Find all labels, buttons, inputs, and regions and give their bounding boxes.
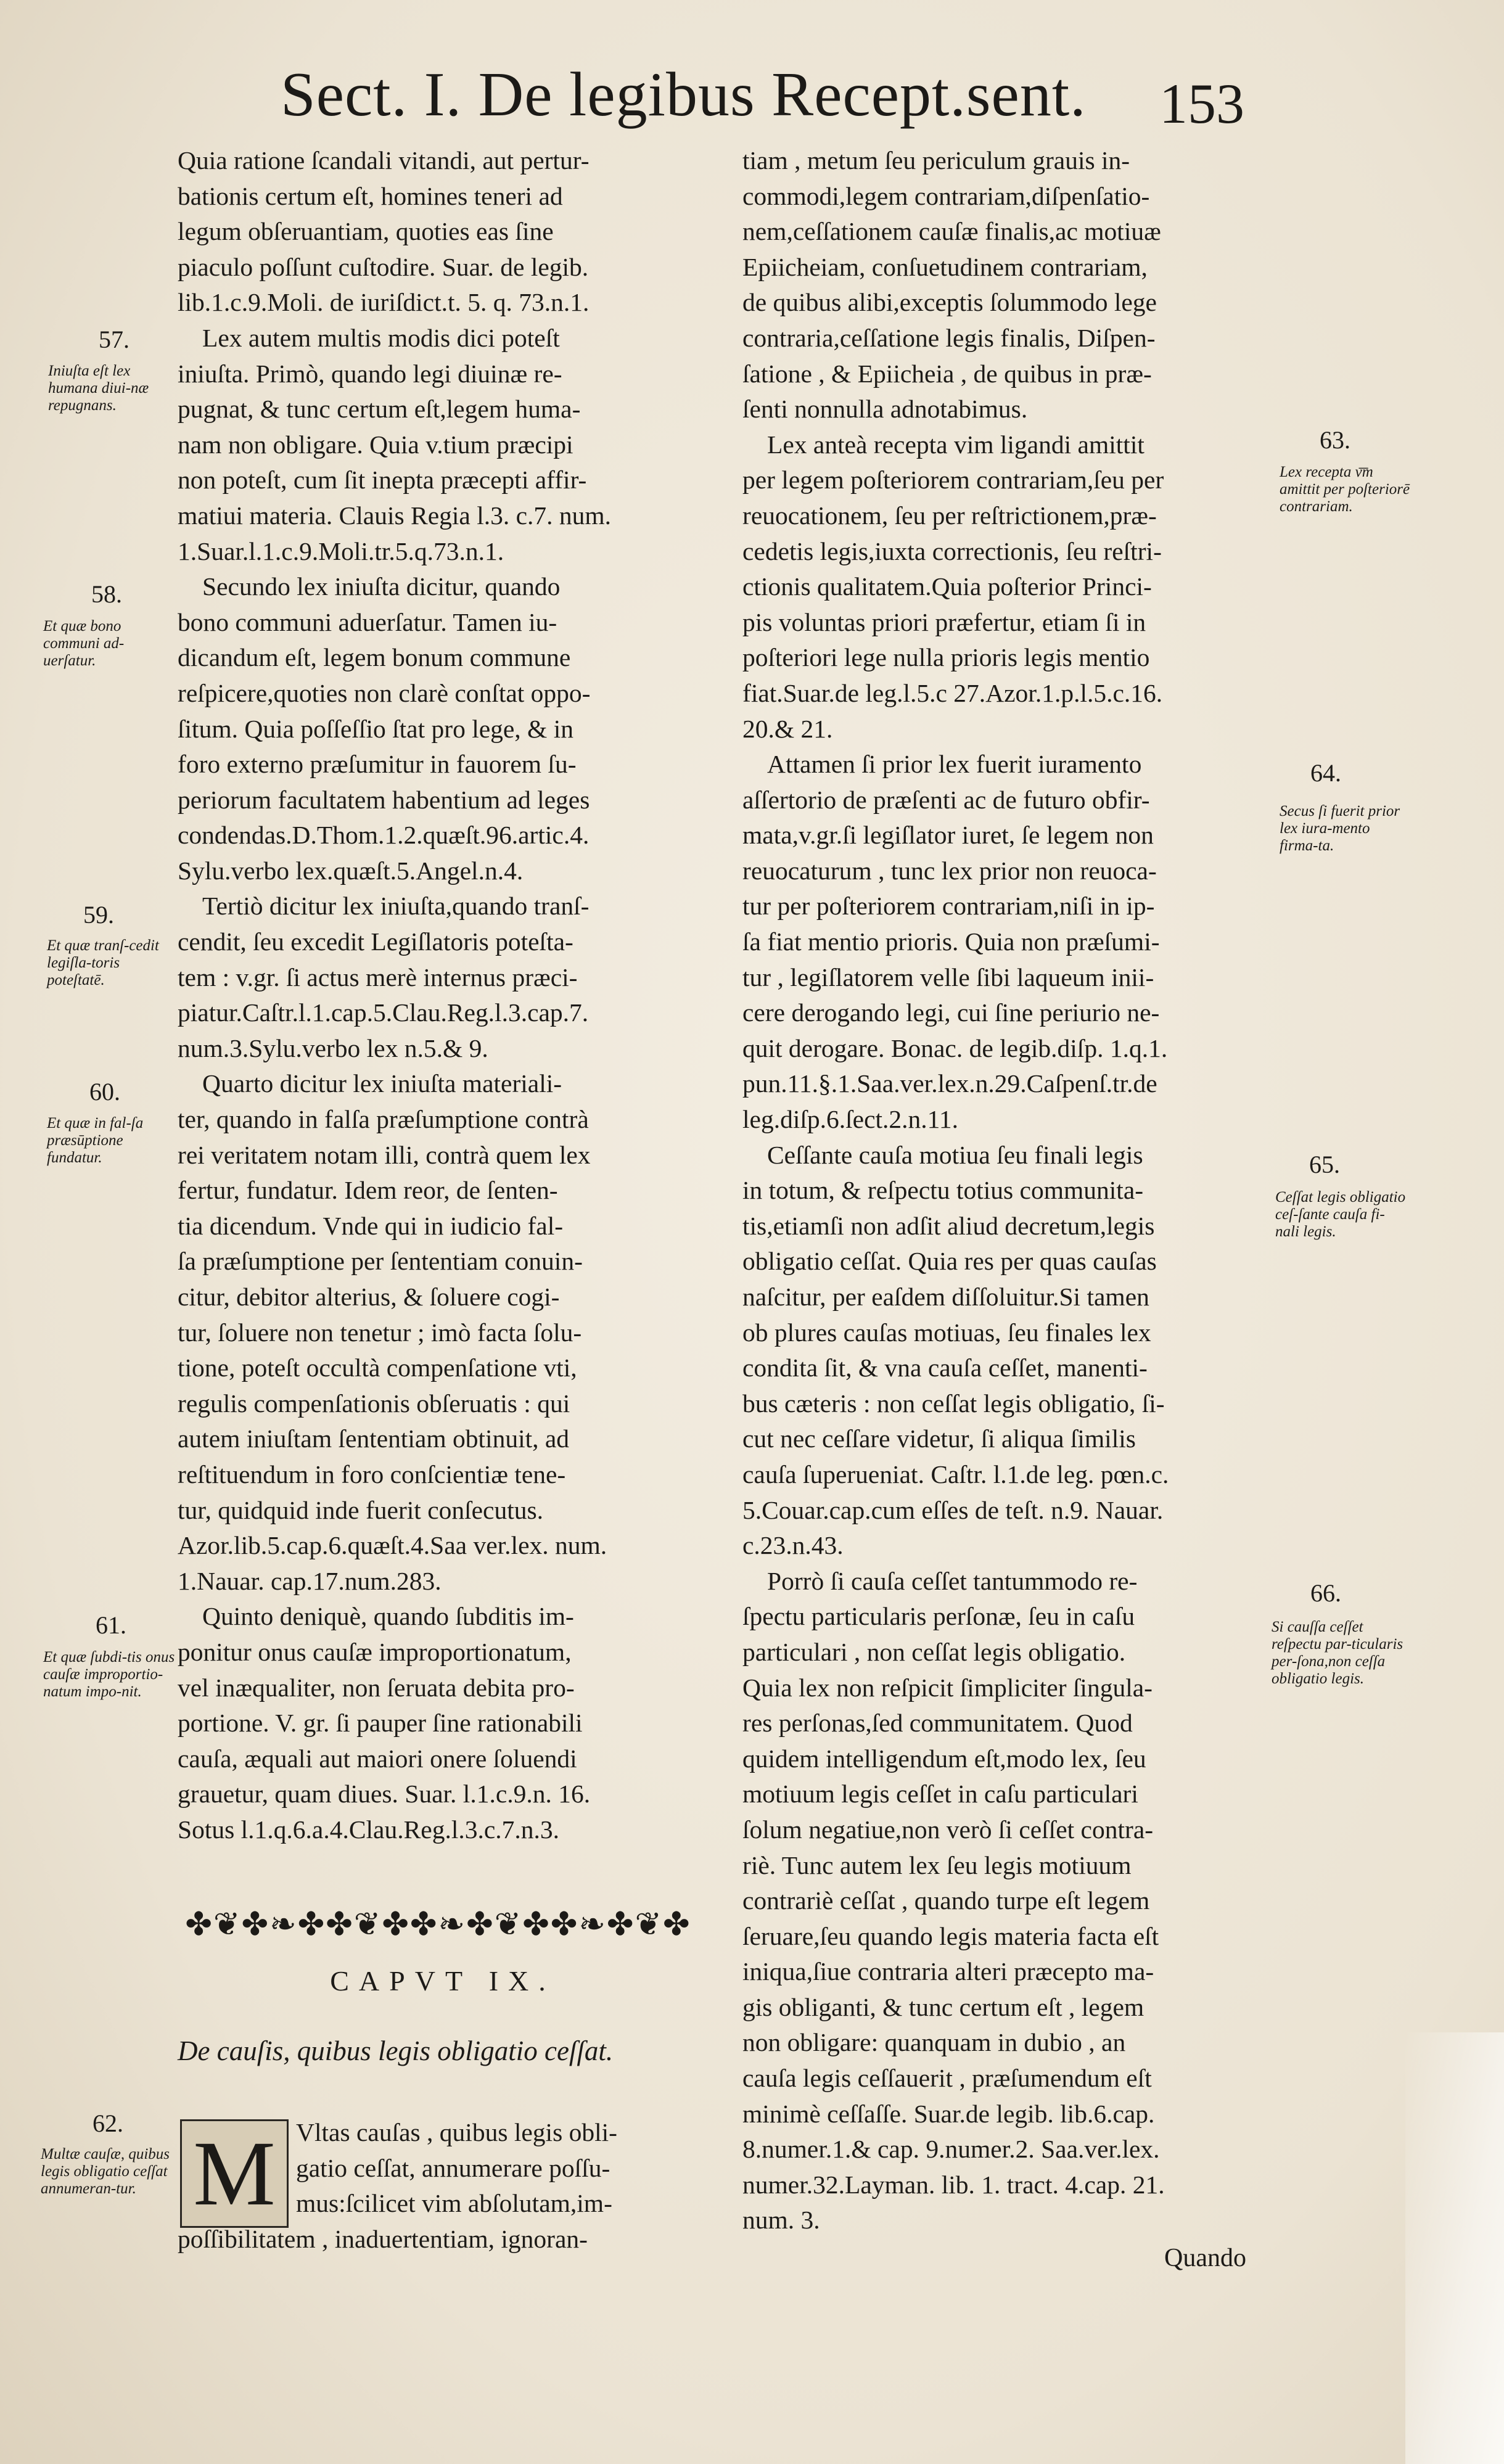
margin-note: Ceſſat legis obligatio ceſ-ſante cauſa fi-nali legis. (1275, 1189, 1406, 1240)
text-line: naſcitur, per eaſdem diſſoluitur.Si tamen (742, 1283, 1149, 1311)
text-line: Vltas cauſas , quibus legis obli- (296, 2118, 617, 2146)
text-line: ſpectu particularis perſonæ, ſeu in caſu (742, 1602, 1135, 1631)
text-line: pun.11.§.1.Saa.ver.lex.n.29.Caſpenſ.tr.de (742, 1069, 1157, 1098)
text-line: cedetis legis,iuxta correctionis, ſeu reſtri- (742, 536, 1162, 565)
text-line: Porrò ſi cauſa ceſſet tantummodo re- (767, 1566, 1138, 1595)
text-line: lib.1.c.9.Moli. de iuriſdict.t. 5. q. 73.n.1. (178, 288, 590, 317)
text-line: tiam , metum ſeu periculum grauis in- (742, 146, 1130, 175)
margin-note: Si cauſſa ceſſet reſpectu par-ticularis per-ſona,non ceſſa obligatio legis. (1272, 1619, 1403, 1687)
dropcap-initial: M (180, 2119, 289, 2228)
text-line: dicandum eſt, legem bonum commune (178, 643, 571, 672)
margin-note: Multæ cauſæ, quibus legis obligatio ceſſat annumeran-tur. (41, 2146, 170, 2197)
text-line: mus:ſcilicet vim abſolutam,im- (296, 2189, 612, 2218)
text-line: c.23.n.43. (742, 1531, 844, 1560)
text-line: reuocationem, ſeu per reſtrictionem,præ- (742, 501, 1157, 530)
text-line: cendit, ſeu excedit Legiſlatoris poteſta- (178, 927, 573, 956)
text-line: vel inæqualiter, non ſeruata debita pro- (178, 1673, 575, 1702)
text-line: ob plures cauſas motiuas, ſeu finales lex (742, 1318, 1151, 1347)
text-line: poſſibilitatem , inaduertentiam, ignoran- (178, 2225, 588, 2253)
text-line: grauetur, quam diues. Suar. l.1.c.9.n. 16. (178, 1780, 591, 1809)
text-line: in totum, & reſpectu totius communita- (742, 1176, 1144, 1205)
text-line: portione. V. gr. ſi pauper ſine rationabili (178, 1709, 583, 1738)
margin-note: Secus ſi fuerit prior lex iura-mento firma-ta. (1280, 803, 1400, 854)
text-line: pis voluntas priori præfertur, etiam ſi in (742, 607, 1146, 636)
text-line: Quia lex non reſpicit ſimpliciter ſingula- (742, 1673, 1153, 1702)
text-line: bationis certum eſt, homines teneri ad (178, 181, 563, 210)
text-line: Lex autem multis modis dici poteſt (202, 323, 560, 352)
text-line: leg.diſp.6.ſect.2.n.11. (742, 1105, 958, 1134)
page-number: 153 (1159, 72, 1244, 135)
paragraph-number: 58. (91, 580, 122, 608)
text-line: tem : v.gr. ſi actus merè internus præci- (178, 963, 578, 992)
text-line: matiui materia. Clauis Regia l.3. c.7. num. (178, 501, 612, 530)
right-column (742, 143, 1273, 2238)
text-line: autem iniuſtam ſententiam obtinuit, ad (178, 1424, 570, 1453)
margin-note: Iniuſta eſt lex humana diui-næ repugnans. (48, 363, 149, 414)
text-line: poſteriori lege nulla prioris legis mentio (742, 643, 1150, 672)
text-line: 1.Nauar. cap.17.num.283. (178, 1566, 442, 1595)
text-line: Lex anteà recepta vim ligandi amittit (767, 430, 1144, 459)
text-line: tur, ſoluere non tenetur ; imò facta ſolu- (178, 1318, 582, 1347)
text-line: gatio ceſſat, annumerare poſſu- (296, 2153, 610, 2182)
text-line: bono communi aduerſatur. Tamen iu- (178, 607, 557, 636)
chapter-heading: CAPVT IX. (330, 1965, 556, 1997)
text-line: aſſertorio de præſenti ac de futuro obfir- (742, 785, 1150, 814)
text-line: nam non obligare. Quia v.tium præcipi (178, 430, 573, 459)
text-line: ter, quando in falſa præſumptione contrà (178, 1105, 589, 1134)
text-line: ſeruare,ſeu quando legis materia facta eſt (742, 1921, 1159, 1950)
text-line: num. 3. (742, 2206, 820, 2235)
margin-note: Et quæ ſubdi-tis onus cauſæ improportio-natum impo-nit. (43, 1649, 175, 1700)
text-line: fertur, fundatur. Idem reor, de ſenten- (178, 1176, 558, 1205)
text-line: nem,ceſſationem cauſæ finalis,ac motiuæ (742, 217, 1161, 246)
text-line: bus cæteris : non ceſſat legis obligatio, ſi- (742, 1389, 1165, 1418)
text-line: reſtituendum in foro conſcientiæ tene- (178, 1460, 566, 1489)
text-line: gis obliganti, & tunc certum eſt , legem (742, 1992, 1144, 2021)
text-line: ſatione , & Epiicheia , de quibus in præ- (742, 359, 1152, 388)
text-line: contrariè ceſſat , quando turpe eſt legem (742, 1886, 1150, 1915)
paragraph-number: 57. (99, 326, 129, 353)
text-line: reuocaturum , tunc lex prior non reuoca- (742, 856, 1157, 885)
text-line: riè. Tunc autem lex ſeu legis motiuum (742, 1850, 1132, 1879)
text-line: tur, quidquid inde fuerit conſecutus. (178, 1495, 544, 1524)
paragraph-number: 62. (92, 2109, 123, 2137)
text-line: obligatio ceſſat. Quia res per quas cauſas (742, 1247, 1157, 1276)
text-line: non poteſt, cum ſit inepta præcepti affir- (178, 466, 587, 495)
text-line: per legem poſteriorem contrariam,ſeu per (742, 466, 1164, 495)
text-line: iniuſta. Primò, quando legi diuinæ re- (178, 359, 562, 388)
paragraph-number: 59. (83, 901, 114, 929)
paragraph-number: 64. (1310, 759, 1341, 787)
text-line: ſa fiat mentio prioris. Quia non præſumi- (742, 927, 1160, 956)
text-line: ctionis qualitatem.Quia poſterior Princi- (742, 572, 1152, 601)
paragraph-number: 61. (96, 1611, 126, 1639)
text-line: cauſa, æquali aut maiori onere ſoluendi (178, 1744, 577, 1773)
text-line: piaculo poſſunt cuſtodire. Suar. de legib. (178, 252, 589, 281)
paragraph-number: 60. (89, 1078, 120, 1106)
text-line: fiat.Suar.de leg.l.5.c 27.Azor.1.p.l.5.c.16. (742, 678, 1163, 707)
text-line: condita ſit, & vna cauſa ceſſet, manenti- (742, 1353, 1148, 1382)
text-line: 20.& 21. (742, 714, 833, 743)
text-line: particulari , non ceſſat legis obligatio. (742, 1637, 1126, 1666)
text-line: legum obſeruantiam, quoties eas ſine (178, 217, 554, 246)
text-line: ſolum negatiue,non verò ſi ceſſet contra- (742, 1815, 1154, 1844)
text-line: mata,v.gr.ſi legiſlator iuret, ſe legem non (742, 821, 1154, 850)
text-line: tur per poſteriorem contrariam,niſi in ip- (742, 892, 1155, 921)
text-line: condendas.D.Thom.1.2.quæſt.96.artic.4. (178, 821, 590, 850)
text-line: Sylu.verbo lex.quæſt.5.Angel.n.4. (178, 856, 524, 885)
text-line: pugnat, & tunc certum eſt,legem huma- (178, 395, 581, 424)
text-line: num.3.Sylu.verbo lex n.5.& 9. (178, 1033, 488, 1062)
text-line: res perſonas,ſed communitatem. Quod (742, 1709, 1133, 1738)
text-line: Tertiò dicitur lex iniuſta,quando tranſ- (202, 892, 590, 921)
text-line: Quia ratione ſcandali vitandi, aut pertur- (178, 146, 590, 175)
text-line: tis,etiamſi non adſit aliud decretum,legis (742, 1211, 1155, 1240)
text-line: cere derogando legi, cui ſine periurio ne- (742, 998, 1160, 1027)
text-line: ponitur onus cauſæ improportionatum, (178, 1637, 572, 1666)
text-line: contraria,ceſſatione legis finalis, Diſpen- (742, 323, 1156, 352)
ornament-border: ✤❦✤❧✤✤❦✤✤❧✤❦✤✤❧✤❦✤ (185, 1906, 691, 1943)
text-line: Ceſſante cauſa motiua ſeu finali legis (767, 1140, 1143, 1169)
text-line: 5.Couar.cap.cum eſſes de teſt. n.9. Nauar. (742, 1495, 1164, 1524)
text-line: tione, poteſt occultà compenſatione vti, (178, 1353, 577, 1382)
text-line: ſa præſumptione per ſententiam conuin- (178, 1247, 583, 1276)
text-line: tur , legiſlatorem velle ſibi laqueum inii- (742, 963, 1154, 992)
chapter-subtitle: De cauſis, quibus legis obligatio ceſſat. (178, 2035, 614, 2066)
text-line: Quarto dicitur lex iniuſta materiali- (202, 1069, 562, 1098)
text-line: cauſa ſuperueniat. Caſtr. l.1.de leg. pœn.c. (742, 1460, 1169, 1489)
text-line: Attamen ſi prior lex fuerit iuramento (767, 750, 1142, 779)
text-line: rei veritatem notam illi, contrà quem lex (178, 1140, 591, 1169)
text-line: Epiicheiam, conſuetudinem contrariam, (742, 252, 1148, 281)
text-line: quidem intelligendum eſt,modo lex, ſeu (742, 1744, 1146, 1773)
text-line: commodi,legem contrariam,diſpenſatio- (742, 181, 1150, 210)
text-line: regulis compenſationis obſeruatis : qui (178, 1389, 570, 1418)
text-line: tia dicendum. Vnde qui in iudicio fal- (178, 1211, 564, 1240)
margin-note: Et quæ in fal-ſa præsūptione fundatur. (47, 1115, 144, 1166)
text-line: citur, debitor alterius, & ſoluere cogi- (178, 1283, 560, 1311)
text-line: Azor.lib.5.cap.6.quæſt.4.Saa ver.lex. num. (178, 1531, 607, 1560)
text-line: Secundo lex iniuſta dicitur, quando (202, 572, 561, 601)
text-line: non obligare: quanquam in dubio , an (742, 2028, 1126, 2057)
text-line: periorum facultatem habentium ad leges (178, 785, 590, 814)
margin-note: Et quæ bono communi ad-uerſatur. (43, 618, 125, 669)
margin-note: Et quæ tranſ-cedit legiſla-toris poteſtatē. (47, 937, 159, 988)
paragraph-number: 66. (1310, 1579, 1341, 1607)
text-line: Sotus l.1.q.6.a.4.Clau.Reg.l.3.c.7.n.3. (178, 1815, 560, 1844)
chapter-opening (296, 2115, 703, 2222)
left-column (178, 143, 708, 1848)
running-title: Sect. I. De legibus Recept.sent. (281, 60, 1087, 129)
chapter-opening-cont (178, 2222, 708, 2257)
text-line: ſenti nonnulla adnotabimus. (742, 395, 1028, 424)
text-line: foro externo præſumitur in fauorem ſu- (178, 750, 577, 779)
text-line: reſpicere,quoties non clarè conſtat oppo- (178, 678, 591, 707)
text-line: cut nec ceſſare videtur, ſi aliqua ſimilis (742, 1424, 1136, 1453)
margin-note: Lex recepta v͞m amittit per poſteriorē contrariam. (1280, 464, 1410, 515)
text-line: numer.32.Layman. lib. 1. tract. 4.cap. 21. (742, 2170, 1165, 2199)
text-line: 8.numer.1.& cap. 9.numer.2. Saa.ver.lex. (742, 2135, 1160, 2164)
text-line: iniqua,ſiue contraria alteri præcepto ma- (742, 1957, 1154, 1986)
text-line: quit derogare. Bonac. de legib.diſp. 1.q.1. (742, 1033, 1168, 1062)
running-header (0, 59, 1504, 139)
text-line: motiuum legis ceſſet in caſu particulari (742, 1780, 1138, 1809)
torn-page-corner (1405, 2032, 1504, 2464)
text-line: minimè ceſſaſſe. Suar.de legib. lib.6.cap. (742, 2099, 1155, 2128)
text-line: piatur.Caſtr.l.1.cap.5.Clau.Reg.l.3.cap.7. (178, 998, 589, 1027)
text-line: 1.Suar.l.1.c.9.Moli.tr.5.q.73.n.1. (178, 536, 504, 565)
text-line: ſitum. Quia poſſeſſio ſtat pro lege, & in (178, 714, 573, 743)
paragraph-number: 63. (1320, 426, 1350, 454)
text-line: de quibus alibi,exceptis ſolummodo lege (742, 288, 1157, 317)
text-line: Quinto deniquè, quando ſubditis im- (202, 1602, 574, 1631)
catchword: Quando (1164, 2244, 1246, 2272)
text-line: cauſa legis ceſſauerit , præſumendum eſt (742, 2064, 1152, 2093)
paragraph-number: 65. (1309, 1151, 1340, 1178)
